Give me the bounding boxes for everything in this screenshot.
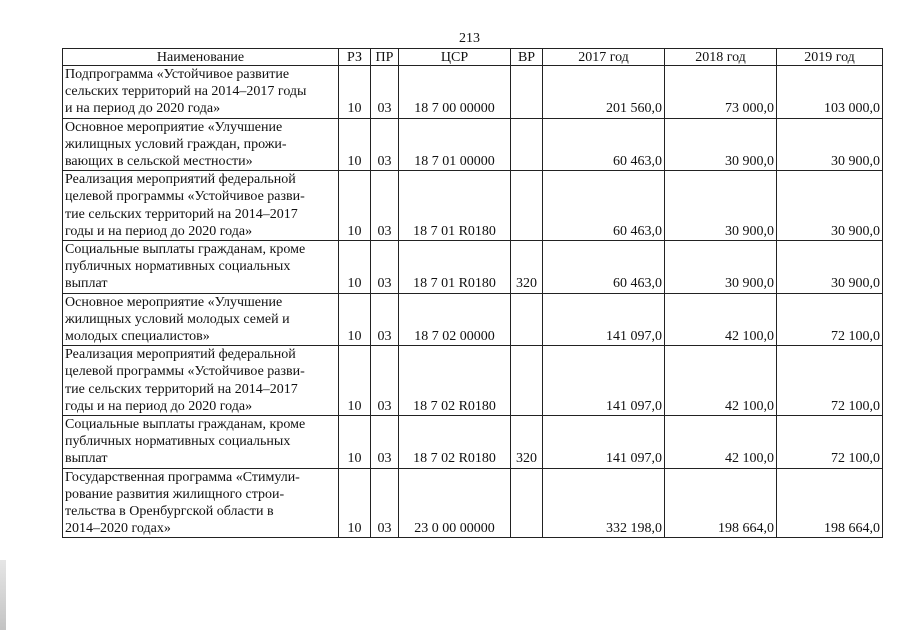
value-2017-cell: 141 097,0: [543, 416, 665, 469]
value-2018-cell: 42 100,0: [665, 416, 777, 469]
pr-cell: 03: [371, 416, 399, 469]
name-line: публичных нормативных социальных: [65, 259, 291, 275]
value-2018-cell: 30 900,0: [665, 241, 777, 294]
name-cell: [63, 171, 339, 241]
name-line: Основное мероприятие «Улучшение: [65, 119, 283, 135]
name-line: рование развития жилищного строи-: [65, 486, 285, 502]
name-cell: [63, 118, 339, 171]
rz-cell: 10: [339, 416, 371, 469]
table-row: [63, 468, 883, 538]
pr-cell: 03: [371, 66, 399, 119]
value-2018-cell: 42 100,0: [665, 346, 777, 416]
name-line: тие сельских территорий на 2014–2017: [65, 206, 298, 222]
value-2019-cell: 72 100,0: [777, 416, 883, 469]
csr-cell: 18 7 01 00000: [399, 118, 511, 171]
vr-cell: 320: [511, 241, 543, 294]
name-line: Основное мероприятие «Улучшение: [65, 294, 283, 310]
name-line: сельских территорий на 2014–2017 годы: [65, 84, 307, 100]
scan-edge-mark: [0, 560, 6, 630]
name-line: тельства в Оренбургской области в: [65, 504, 274, 520]
value-2017-cell: 201 560,0: [543, 66, 665, 119]
page-number: 213: [459, 31, 480, 46]
rz-cell: 10: [339, 241, 371, 294]
csr-cell: 18 7 01 R0180: [399, 171, 511, 241]
table-row: [63, 346, 883, 416]
name-line: вающих в сельской местности»: [65, 154, 253, 170]
vr-cell: [511, 468, 543, 538]
value-2018-cell: 30 900,0: [665, 171, 777, 241]
header-rz: РЗ: [339, 49, 371, 66]
budget-table: [62, 48, 883, 538]
value-2019-cell: 30 900,0: [777, 118, 883, 171]
csr-cell: 18 7 02 00000: [399, 293, 511, 346]
name-cell: [63, 293, 339, 346]
value-2019-cell: 72 100,0: [777, 293, 883, 346]
vr-cell: [511, 66, 543, 119]
pr-cell: 03: [371, 171, 399, 241]
rz-cell: 10: [339, 118, 371, 171]
name-line: выплат: [65, 451, 108, 467]
header-2017: 2017 год: [543, 49, 665, 66]
vr-cell: [511, 346, 543, 416]
name-cell: [63, 468, 339, 538]
csr-cell: 23 0 00 00000: [399, 468, 511, 538]
value-2019-cell: 198 664,0: [777, 468, 883, 538]
rz-cell: 10: [339, 293, 371, 346]
value-2017-cell: 141 097,0: [543, 346, 665, 416]
pr-cell: 03: [371, 293, 399, 346]
value-2017-cell: 332 198,0: [543, 468, 665, 538]
header-name: Наименование: [63, 49, 339, 66]
name-line: годы и на период до 2020 года»: [65, 398, 253, 414]
rz-cell: 10: [339, 346, 371, 416]
csr-cell: 18 7 02 R0180: [399, 346, 511, 416]
name-cell: [63, 241, 339, 294]
table-row: [63, 118, 883, 171]
name-line: Государственная программа «Стимули-: [65, 469, 300, 485]
header-pr: ПР: [371, 49, 399, 66]
rz-cell: 10: [339, 171, 371, 241]
name-line: Реализация мероприятий федеральной: [65, 172, 296, 188]
value-2019-cell: 30 900,0: [777, 171, 883, 241]
value-2019-cell: 72 100,0: [777, 346, 883, 416]
name-line: целевой программы «Устойчивое разви-: [65, 364, 305, 380]
vr-cell: [511, 293, 543, 346]
value-2017-cell: 60 463,0: [543, 118, 665, 171]
name-line: Подпрограмма «Устойчивое развитие: [65, 67, 290, 82]
name-line: выплат: [65, 276, 108, 292]
table-row: [63, 416, 883, 469]
table-row: [63, 171, 883, 241]
header-2019: 2019 год: [777, 49, 883, 66]
header-vr: ВР: [511, 49, 543, 66]
table-row: [63, 241, 883, 294]
name-line: тие сельских территорий на 2014–2017: [65, 381, 298, 397]
name-line: жилищных условий граждан, прожи-: [65, 136, 287, 152]
csr-cell: 18 7 00 00000: [399, 66, 511, 119]
rz-cell: 10: [339, 66, 371, 119]
pr-cell: 03: [371, 346, 399, 416]
name-line: жилищных условий молодых семей и: [65, 311, 290, 327]
vr-cell: [511, 118, 543, 171]
table-row: [63, 293, 883, 346]
name-line: Реализация мероприятий федеральной: [65, 347, 296, 363]
table-header-row: [63, 49, 883, 66]
header-2018: 2018 год: [665, 49, 777, 66]
value-2019-cell: 103 000,0: [777, 66, 883, 119]
name-line: 2014–2020 годах»: [65, 521, 171, 537]
header-csr: ЦСР: [399, 49, 511, 66]
value-2018-cell: 30 900,0: [665, 118, 777, 171]
vr-cell: 320: [511, 416, 543, 469]
csr-cell: 18 7 02 R0180: [399, 416, 511, 469]
pr-cell: 03: [371, 118, 399, 171]
rz-cell: 10: [339, 468, 371, 538]
name-cell: [63, 416, 339, 469]
name-cell: [63, 346, 339, 416]
vr-cell: [511, 171, 543, 241]
value-2017-cell: 141 097,0: [543, 293, 665, 346]
name-line: публичных нормативных социальных: [65, 434, 291, 450]
pr-cell: 03: [371, 241, 399, 294]
name-line: целевой программы «Устойчивое разви-: [65, 189, 305, 205]
name-line: годы и на период до 2020 года»: [65, 223, 253, 239]
pr-cell: 03: [371, 468, 399, 538]
value-2019-cell: 30 900,0: [777, 241, 883, 294]
name-cell: [63, 66, 339, 119]
value-2018-cell: 42 100,0: [665, 293, 777, 346]
value-2018-cell: 198 664,0: [665, 468, 777, 538]
name-line: молодых специалистов»: [65, 329, 210, 345]
value-2017-cell: 60 463,0: [543, 171, 665, 241]
name-line: Социальные выплаты гражданам, кроме: [65, 242, 306, 258]
name-line: и на период до 2020 года»: [65, 101, 221, 117]
table-row: [63, 66, 883, 119]
csr-cell: 18 7 01 R0180: [399, 241, 511, 294]
name-line: Социальные выплаты гражданам, кроме: [65, 417, 306, 433]
value-2018-cell: 73 000,0: [665, 66, 777, 119]
value-2017-cell: 60 463,0: [543, 241, 665, 294]
table-body: [63, 66, 883, 538]
